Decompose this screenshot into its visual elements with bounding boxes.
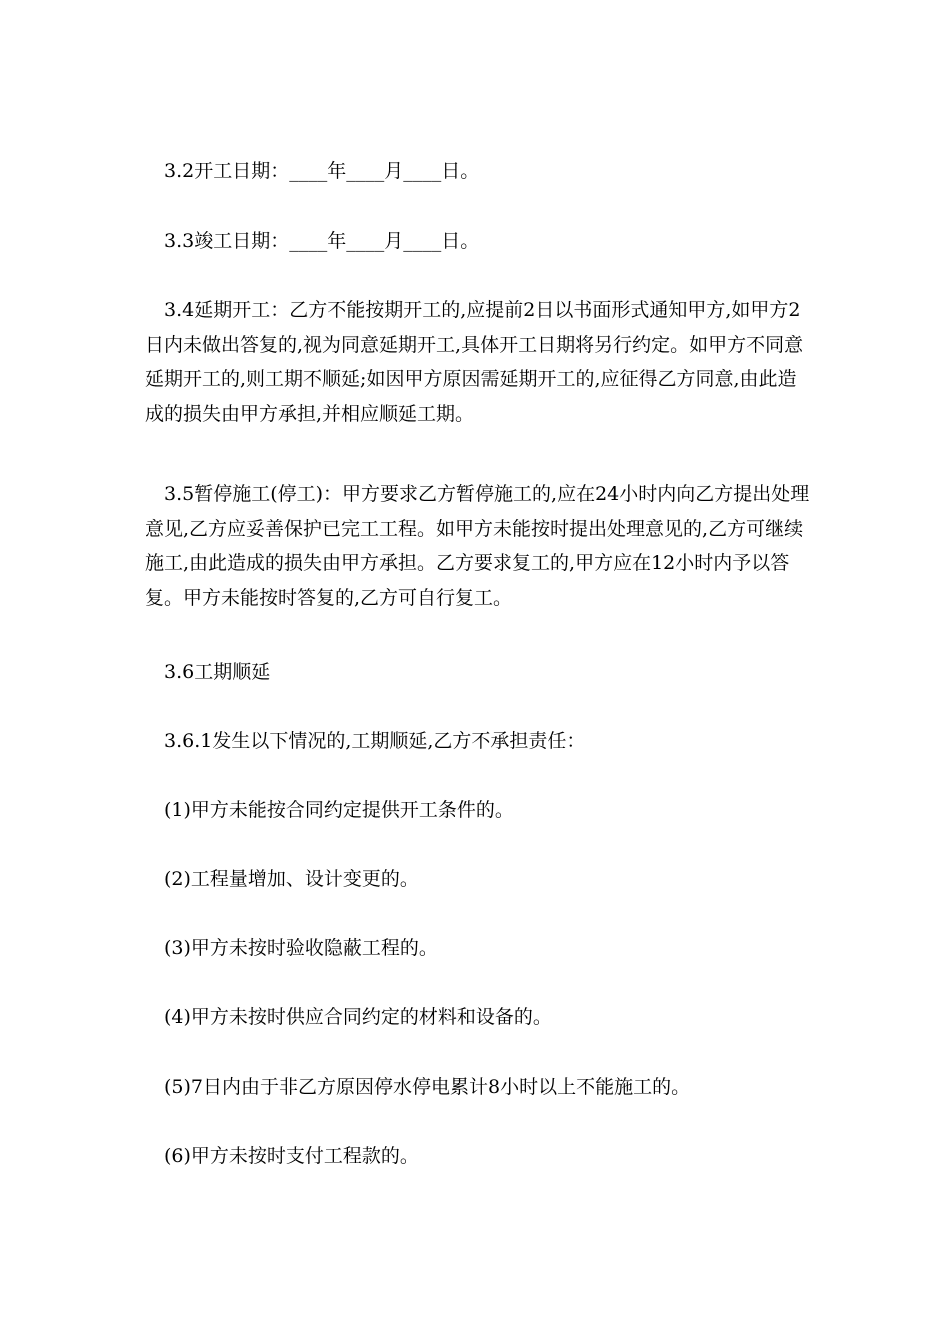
clause-3-6-1-intro: 3.6.1发生以下情况的,工期顺延,乙方不承担责任： [164, 730, 586, 752]
list-item-3: (3)甲方未按时验收隐蔽工程的。 [164, 937, 438, 959]
clause-3-5-suspension: 3.5暂停施工(停工)：甲方要求乙方暂停施工的,应在24小时内向乙方提出处理意见,乙方应妥善保护已完工工程。如甲方未能按时提出处理意见的,乙方可继续施工,由此造成的损失由甲方承担。乙方要求复工的,甲方应在12小时内予以答复。甲方未能按时答复的,乙方可自行复工。 [145, 483, 810, 609]
list-item-2: (2)工程量增加、设计变更的。 [164, 868, 419, 890]
list-item-5: (5)7日内由于非乙方原因停水停电累计8小时以上不能施工的。 [164, 1076, 691, 1098]
list-item-4: (4)甲方未按时供应合同约定的材料和设备的。 [164, 1006, 552, 1028]
clause-3-3-completion-date: 3.3竣工日期：____年____月____日。 [164, 230, 480, 252]
clause-3-4-delayed-start: 3.4延期开工：乙方不能按期开工的,应提前2日以书面形式通知甲方,如甲方2日内未做出答复的,视为同意延期开工,具体开工日期将另行约定。如甲方不同意延期开工的,则工期不顺延;如因甲方原因需延期开工的,应征得乙方同意,由此造成的损失由甲方承担,并相应顺延工期。 [145, 299, 804, 425]
clause-3-6-heading: 3.6工期顺延 [164, 661, 271, 683]
list-item-6: (6)甲方未按时支付工程款的。 [164, 1145, 419, 1167]
list-item-1: (1)甲方未能按合同约定提供开工条件的。 [164, 799, 514, 821]
clause-3-2-start-date: 3.2开工日期：____年____月____日。 [164, 160, 480, 182]
